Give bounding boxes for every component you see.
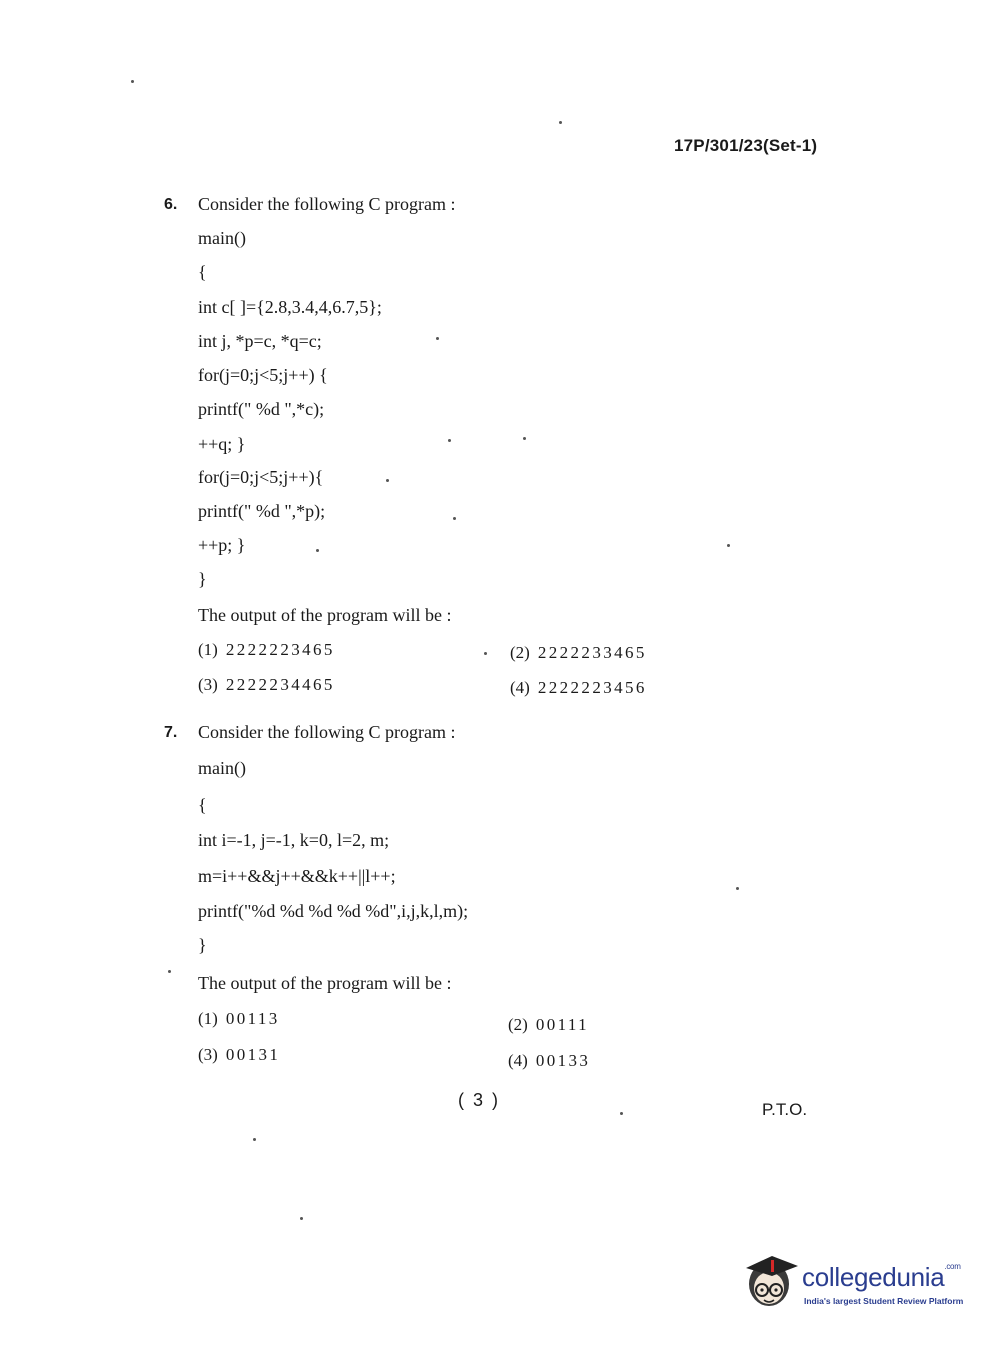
- scan-speck: [620, 1112, 623, 1115]
- scan-speck: [453, 517, 456, 520]
- scan-speck: [448, 439, 451, 442]
- code-line: m=i++&&j++&&k++||l++;: [198, 866, 396, 886]
- option-1: (1) 00113: [198, 1009, 280, 1028]
- scan-speck: [559, 121, 562, 124]
- scan-speck: [436, 337, 439, 340]
- option-4: (4) 2222223456: [510, 678, 647, 697]
- code-line: for(j=0;j<5;j++) {: [198, 365, 328, 385]
- code-line: }: [198, 569, 207, 589]
- option-2: (2) 2222233465: [510, 643, 647, 662]
- question-number: 7.: [164, 724, 178, 741]
- code-line: main(): [198, 228, 246, 248]
- code-line: ++p; }: [198, 535, 246, 555]
- code-line: ++q; }: [198, 434, 246, 454]
- option-3: (3) 2222234465: [198, 675, 335, 694]
- code-line: main(): [198, 758, 246, 778]
- mascot-icon: [742, 1250, 800, 1310]
- code-line: int c[ ]={2.8,3.4,4,6.7,5};: [198, 297, 382, 317]
- scan-speck: [168, 970, 171, 973]
- collegedunia-logo: [742, 1250, 972, 1312]
- scan-speck: [523, 437, 526, 440]
- option-2: (2) 00111: [508, 1015, 590, 1034]
- option-3: (3) 00131: [198, 1045, 281, 1064]
- question-prompt: Consider the following C program :: [198, 722, 456, 742]
- brand-suffix: .com: [944, 1262, 961, 1271]
- scan-speck: [316, 549, 319, 552]
- output-prompt: The output of the program will be :: [198, 973, 452, 993]
- scan-speck: [484, 652, 487, 655]
- option-1: (1) 2222223465: [198, 640, 335, 659]
- question-number: 6.: [164, 196, 178, 213]
- code-line: {: [198, 795, 207, 815]
- scan-speck: [727, 544, 730, 547]
- code-line: for(j=0;j<5;j++){: [198, 467, 324, 487]
- code-line: }: [198, 935, 207, 955]
- code-line: printf(" %d ",*c);: [198, 399, 325, 419]
- scan-speck: [386, 479, 389, 482]
- pto-label: P.T.O.: [762, 1100, 808, 1119]
- scan-speck: [253, 1138, 256, 1141]
- page-number: ( 3 ): [458, 1090, 501, 1110]
- option-4: (4) 00133: [508, 1051, 591, 1070]
- paper-code: 17P/301/23(Set-1): [674, 136, 818, 155]
- code-line: printf("%d %d %d %d %d",i,j,k,l,m);: [198, 901, 469, 921]
- question-prompt: Consider the following C program :: [198, 194, 456, 214]
- code-line: int j, *p=c, *q=c;: [198, 331, 322, 351]
- brand-name: collegedunia$^{.com}$: [802, 1262, 961, 1292]
- scan-speck: [131, 80, 134, 83]
- output-prompt: The output of the program will be :: [198, 605, 452, 625]
- code-line: printf(" %d ",*p);: [198, 501, 326, 521]
- scan-speck: [300, 1217, 303, 1220]
- code-line: int i=-1, j=-1, k=0, l=2, m;: [198, 830, 390, 850]
- code-line: {: [198, 262, 207, 282]
- brand-tagline: India's largest Student Review Platform: [804, 1296, 964, 1306]
- scan-speck: [736, 887, 739, 890]
